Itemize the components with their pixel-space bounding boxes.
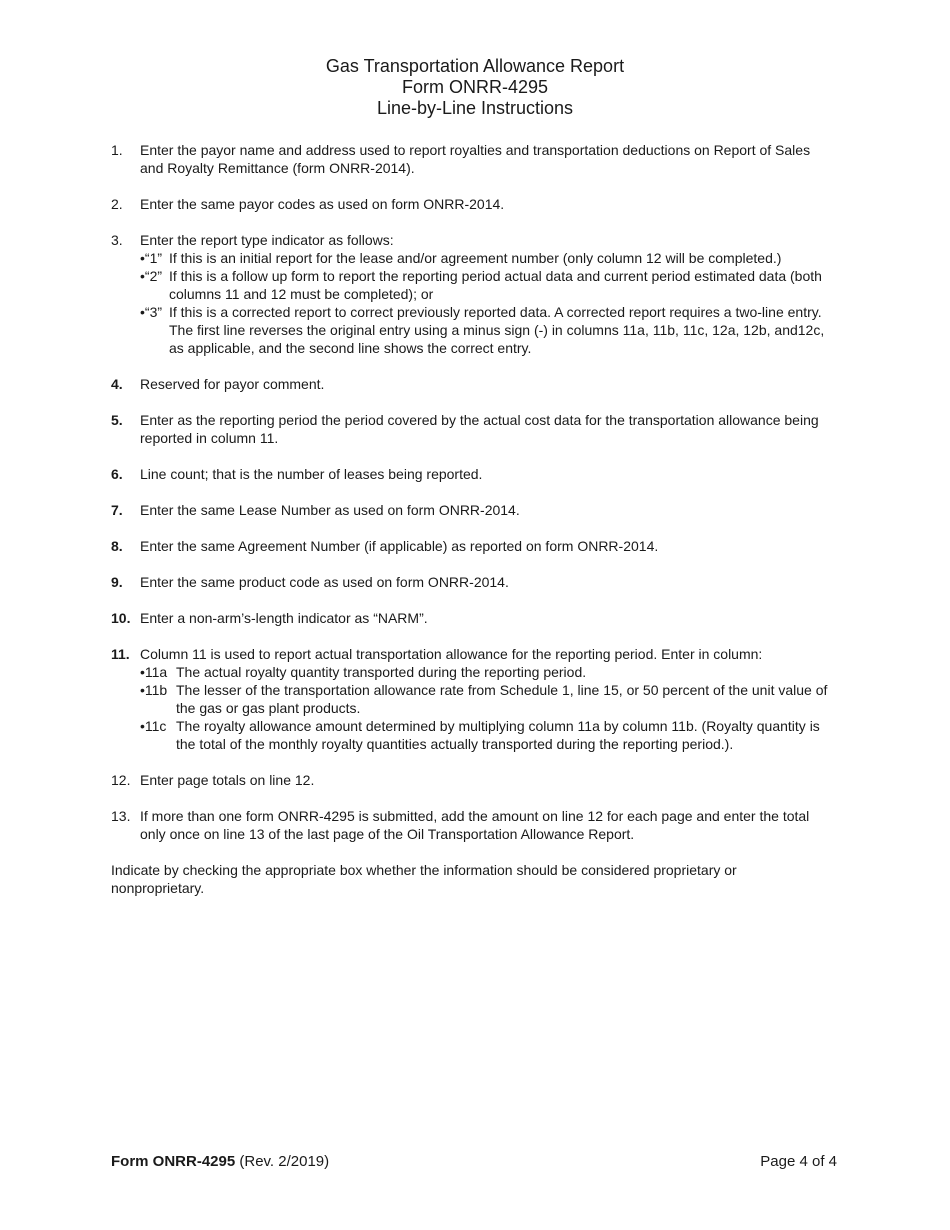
sub-item-label: •“1” (140, 250, 163, 266)
sub-item-text: If this is an initial report for the lease and/or agreement number (only column 12 will be completed.) (169, 250, 782, 266)
footer-revision: (Rev. 2/2019) (239, 1153, 330, 1170)
instruction-4 (111, 375, 831, 393)
document-title (0, 56, 950, 119)
sub-item-text: The actual royalty quantity transported during the reporting period. (176, 664, 587, 680)
sub-item (140, 267, 831, 303)
title-line-3: Line-by-Line Instructions (376, 98, 574, 118)
instruction-text: Enter the same payor codes as used on form ONRR-2014. (140, 196, 505, 212)
instruction-number: 3. (111, 232, 123, 248)
instruction-3 (111, 231, 831, 357)
instruction-number: 8. (111, 538, 123, 554)
sub-item (140, 717, 831, 753)
sub-item (140, 663, 831, 681)
instruction-text: Column 11 is used to report actual transportation allowance for the reporting period. Enter in column: (140, 646, 763, 662)
instruction-9 (111, 573, 831, 591)
instruction-text: Enter the same Lease Number as used on form ONRR-2014. (140, 502, 520, 518)
instruction-2 (111, 195, 831, 213)
instruction-number: 12. (111, 772, 131, 788)
instruction-text: Enter the report type indicator as follows: (140, 232, 394, 248)
sub-item (140, 249, 831, 267)
instruction-number: 6. (111, 466, 123, 482)
sub-item-text: The royalty allowance amount determined by multiplying column 11a by column 11b. (Royalty quantity is the total of the monthly royalty quantities actually transported during the reporting period.). (176, 718, 820, 752)
sub-item-label: •11a (140, 664, 168, 680)
instruction-6 (111, 465, 831, 483)
instruction-text: If more than one form ONRR-4295 is submitted, add the amount on line 12 for each page and enter the total only once on line 13 of the last page of the Oil Transportation Allowance Report. (140, 808, 810, 842)
sub-item (140, 303, 831, 357)
instruction-text: Enter the payor name and address used to report royalties and transportation deductions on Report of Sales and Royalty Remittance (form ONRR-2014). (140, 142, 811, 176)
instruction-text: Enter the same product code as used on form ONRR-2014. (140, 574, 509, 590)
sub-item-text: If this is a corrected report to correct previously reported data. A corrected report requires a two-line entry. The first line reverses the original entry using a minus sign (-) in columns 11a, 11b, 11c, 12a, 12b, and12c, as applicable, and the second line shows the correct entry. (169, 304, 825, 356)
instruction-7 (111, 501, 831, 519)
instruction-1 (111, 141, 831, 177)
sub-item-label: •“3” (140, 304, 163, 320)
sub-item-text: The lesser of the transportation allowance rate from Schedule 1, line 15, or 50 percent of the unit value of the gas or gas plant products. (176, 682, 828, 716)
instruction-number: 1. (111, 142, 123, 158)
instruction-number: 11. (111, 646, 130, 662)
instructions-list (111, 141, 831, 897)
instruction-10 (111, 609, 831, 627)
sub-item-label: •“2” (140, 268, 163, 284)
instruction-11 (111, 645, 831, 753)
instruction-number: 4. (111, 376, 123, 392)
instruction-text: Line count; that is the number of leases being reported. (140, 466, 483, 482)
closing-paragraph: Indicate by checking the appropriate box whether the information should be considered proprietary or nonproprietary. (111, 862, 737, 896)
footer-page-number: Page 4 of 4 (760, 1153, 837, 1170)
instruction-number: 5. (111, 412, 123, 428)
title-line-1: Gas Transportation Allowance Report (325, 56, 625, 76)
footer-form-name: Form ONRR-4295 (111, 1153, 236, 1170)
instruction-8 (111, 537, 831, 555)
sub-item-label: •11b (140, 682, 168, 698)
instruction-number: 10. (111, 610, 131, 626)
instruction-number: 9. (111, 574, 123, 590)
instruction-text: Enter the same Agreement Number (if applicable) as reported on form ONRR-2014. (140, 538, 659, 554)
instruction-text: Reserved for payor comment. (140, 376, 325, 392)
sub-item-text: If this is a follow up form to report the reporting period actual data and current period estimated data (both columns 11 and 12 must be completed); or (169, 268, 822, 302)
instruction-number: 13. (111, 808, 131, 824)
instruction-text: Enter page totals on line 12. (140, 772, 315, 788)
sub-item-label: •11c (140, 718, 167, 734)
title-line-2: Form ONRR-4295 (401, 77, 549, 97)
footer-form-id (111, 1153, 329, 1171)
instruction-13 (111, 807, 831, 843)
sub-item (140, 681, 831, 717)
instruction-text: Enter as the reporting period the period covered by the actual cost data for the transportation allowance being reported in column 11. (140, 412, 819, 446)
instruction-12 (111, 771, 831, 789)
instruction-text: Enter a non-arm’s-length indicator as “NARM”. (140, 610, 428, 626)
instruction-number: 2. (111, 196, 123, 212)
instruction-5 (111, 411, 831, 447)
instruction-number: 7. (111, 502, 123, 518)
